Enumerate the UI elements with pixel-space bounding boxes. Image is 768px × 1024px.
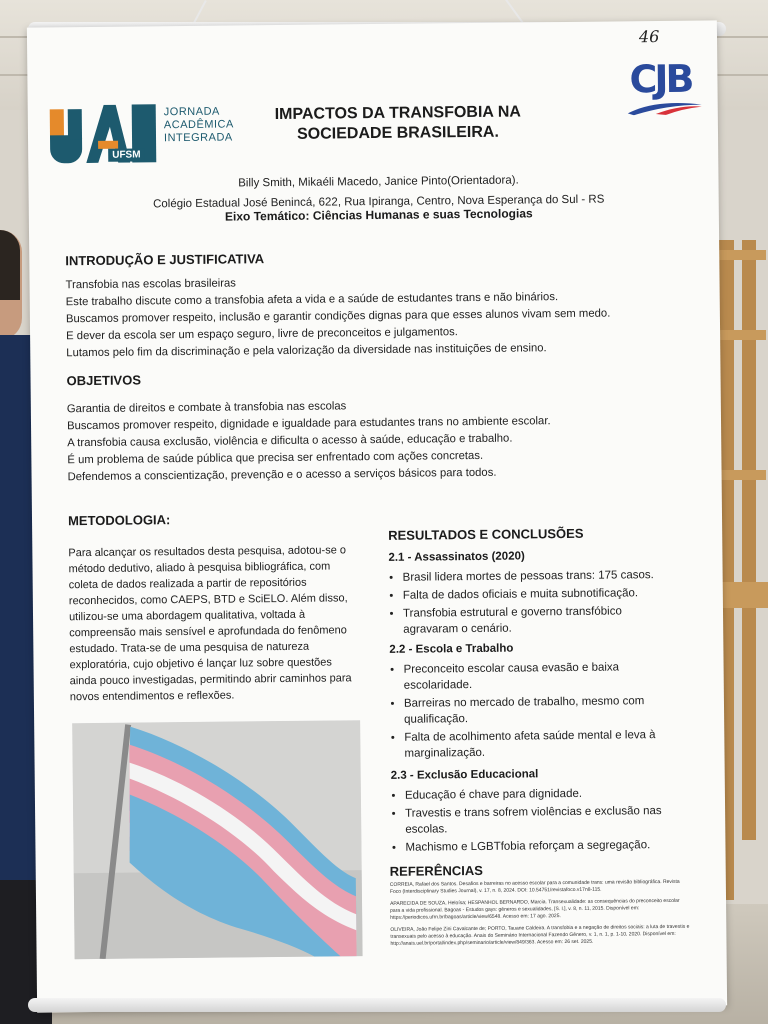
jai-logo-caption: JORNADA ACADÊMICA INTEGRADA xyxy=(163,105,234,145)
jai-logo xyxy=(50,104,234,168)
referencias-heading: REFERÊNCIAS xyxy=(389,862,483,879)
resultados-list-1 xyxy=(389,567,680,640)
list-item: • Falta de dados oficiais e muita subnotificação. xyxy=(403,585,679,604)
trans-flag-photo xyxy=(72,720,362,959)
resultados-list-3 xyxy=(391,785,682,858)
list-item: • Preconceito escolar causa evasão e baixa escolaridade. xyxy=(404,659,680,694)
objetivos-heading: OBJETIVOS xyxy=(66,372,142,389)
person-hair xyxy=(0,230,20,300)
resultados-sub-2: 2.2 - Escola e Trabalho xyxy=(389,642,514,656)
objetivos-text: Garantia de direitos e combate à transfobia nas escolas Buscamos promover respeito, dignidade e igualdade para estudantes trans no ambiente escolar. A transfobia causa exclusão, violência e dificulta o acesso à saúde, educação e trabalho. É um problema de saúde pública que precisa ser enfrentado com ações concretas. Defendemos a conscientização, prevenção e o acesso a serviços básicos para todos. xyxy=(66,400,551,484)
referencias-list xyxy=(390,879,691,953)
poster-rod-bottom xyxy=(28,998,726,1012)
metodologia-text: Para alcançar os resultados desta pesquisa, adotou-se o método dedutivo, aliado à pesquisa bibliográfica, com coleta de dados realizada a partir de repositórios reconhecidos, como CAEPS, BTD e SciELO. Além disso, utilizou-se uma abordagem qualitativa, voltada à compreensão mais sensível e aprofundada do fenômeno estudado. Trata-se de uma pesquisa de natureza exploratória, cujo objetivo é lançar luz sobre questões ainda pouco investigadas, permitindo abrir caminhos para novos entendimentos e reflexões. xyxy=(68,544,352,704)
list-item: • Machismo e LGBTfobia reforçam a segregação. xyxy=(405,837,681,856)
resultados-list-2 xyxy=(390,659,681,764)
poster xyxy=(27,20,727,1012)
jai-logo-badge: UFSM xyxy=(108,148,144,161)
jai-logo-j xyxy=(50,109,85,163)
list-item: • Educação é chave para dignidade. xyxy=(405,785,681,804)
poster-authors: Billy Smith, Mikaéli Macedo, Janice Pinto(Orientadora). Colégio Estadual José Benincá, 622, Rua Ipiranga, Centro, Nova Esperança do Sul - RS xyxy=(152,174,605,211)
intro-text: Transfobia nas escolas brasileiras Este trabalho discute como a transfobia afeta a vida e a saúde de estudantes trans e não binários. Buscamos promover respeito, inclusão e garantir condições dignas para que esses alunos vivam sem medo. E dever da escola ser um espaço seguro, livre de preconceitos e julgamentos. Lutamos pelo fim da discriminação e pela valorização da diversidade nas instituições de ensino. xyxy=(65,277,611,360)
list-item: • Travestis e trans sofrem violências e exclusão nas escolas. xyxy=(405,803,681,838)
list-item: • Transfobia estrutural e governo transfóbico agravaram o cenário. xyxy=(403,603,679,638)
poster-title: IMPACTOS DA TRANSFOBIA NA SOCIEDADE BRASILEIRA. xyxy=(274,103,521,143)
reference-item: CORREIA, Rafael dos Santos. Desafios e barreiras no acesso escolar para a comunidade trans: uma revisão bibliográfica. Revista Foco (Interdisciplinary Studies Journal), v. 17, n. 8, 2024. DOI: 10.54751/revistafoco.v17n8-115. xyxy=(389,878,680,895)
cjb-logo-letters: CJB xyxy=(629,56,692,102)
cjb-logo-swoosh xyxy=(626,101,704,116)
list-item: • Falta de acolhimento afeta saúde mental e leva à marginalização. xyxy=(404,727,680,762)
metodologia-heading: METODOLOGIA: xyxy=(67,512,171,529)
resultados-sub-3: 2.3 - Exclusão Educacional xyxy=(390,768,539,782)
resultados-sub-1: 2.1 - Assassinatos (2020) xyxy=(388,550,525,564)
page-number: 46 xyxy=(638,27,660,47)
list-item: • Brasil lidera mortes de pessoas trans: 175 casos. xyxy=(403,567,679,586)
resultados-heading: RESULTADOS E CONCLUSÕES xyxy=(388,525,584,543)
list-item: • Barreiras no mercado de trabalho, mesmo com qualificação. xyxy=(404,693,680,728)
poster-eixo: Eixo Temático: Ciências Humanas e suas Tecnologias xyxy=(224,206,533,224)
reference-item: APARECIDA DE SOUZA, Heloísa; HESPANHOL BERNARDO, Marcia. Transexualidade: as consequências do preconceito escolar para a vida profissional. Bagoas - Estudos gays: gêneros e sexualidades, [S. l.], v. 8, n. 11, 2015. Disponível em: https://periodicos.ufrn.br/bagoas/article/view/6548. Acesso em: 17 ago. 2025. xyxy=(390,897,680,921)
intro-heading: INTRODUÇÃO E JUSTIFICATIVA xyxy=(65,251,265,269)
trans-flag-image xyxy=(72,720,362,959)
cjb-logo xyxy=(625,57,706,118)
reference-item: OLIVEIRA, João Felipe Zini Cavalcante de; PORTO, Tauane Caldeira. A transfobia e a negação de direitos sociais: a luta de travestis e transexuais pelo acesso à educação. Anais do Seminário Internacional Fazendo Gênero, v. 1, n. 1, p. 1-10, 2020. Disponível em: http://anais.uel.br/portal/index.php/seminario/article/view/849/363. Acesso em: 26 set. 2025. xyxy=(390,923,690,947)
